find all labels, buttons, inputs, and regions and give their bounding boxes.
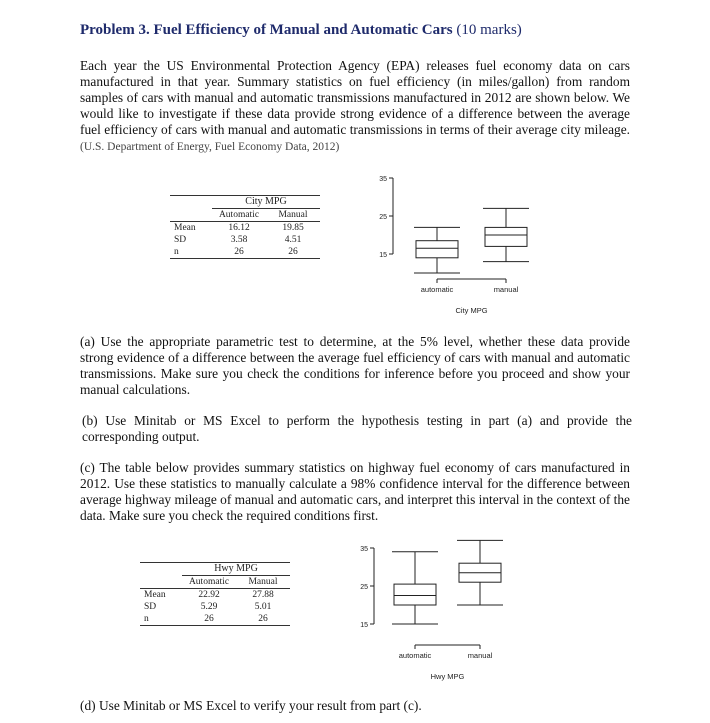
x-axis-label: City MPG bbox=[455, 306, 488, 315]
cell-manual: 5.01 bbox=[254, 602, 272, 612]
city-mpg-boxplot bbox=[350, 168, 570, 320]
part-d-paragraph bbox=[80, 698, 630, 714]
city-mpg-table bbox=[170, 195, 320, 259]
iqr-box bbox=[416, 241, 458, 258]
part-b-paragraph bbox=[82, 413, 632, 445]
box-manual bbox=[483, 208, 529, 261]
table-row bbox=[170, 222, 320, 235]
y-tick-label: 35 bbox=[360, 546, 368, 553]
x-tick-label: manual bbox=[467, 651, 493, 660]
hwy-table-corner bbox=[140, 563, 182, 576]
hwy-mpg-table bbox=[140, 562, 290, 626]
problem-title bbox=[80, 22, 522, 39]
hwy-table-header-row bbox=[140, 563, 290, 576]
part-c-text: (c) The table below provides summary statistics on highway fuel economy of cars manufactured in 2012. Use these statistics to manually calculate a 98% confidence interval for the difference between average highway mileage of manual and automatic cars, and interpret this interval in the context of the data. Make sure you check the required conditions first. bbox=[80, 460, 630, 523]
problem-marks: (10 marks) bbox=[456, 22, 522, 38]
x-tick-label: automatic bbox=[398, 651, 432, 660]
x-tick-label: manual bbox=[493, 285, 519, 294]
hwy-col-manual: Manual bbox=[236, 576, 290, 589]
cell-automatic: 5.29 bbox=[200, 602, 218, 612]
iqr-box bbox=[394, 584, 436, 605]
table-row bbox=[140, 589, 290, 602]
cell-automatic: 26 bbox=[182, 613, 236, 626]
x-tick-label: automatic bbox=[420, 285, 454, 294]
intro-paragraph bbox=[80, 58, 630, 155]
table-row bbox=[140, 613, 290, 626]
row-label: SD bbox=[144, 602, 157, 612]
part-a-text: (a) Use the appropriate parametric test to determine, at the 5% level, whether these data provide strong evidence of a difference between the average fuel efficiency of cars with manual and automatic transmissions. Make sure you check the conditions for inference before you proceed and show your manual calculations. bbox=[80, 334, 630, 397]
y-tick-label: 15 bbox=[379, 252, 387, 259]
intro-citation: (U.S. Department of Energy, Fuel Economy Data, 2012) bbox=[80, 141, 340, 153]
y-tick-label: 35 bbox=[379, 176, 387, 183]
part-b-text: (b) Use Minitab or MS Excel to perform the hypothesis testing in part (a) and provide the corresponding output. bbox=[82, 413, 632, 444]
table-row bbox=[170, 234, 320, 246]
city-table-corner bbox=[170, 196, 212, 209]
part-c-paragraph bbox=[80, 460, 630, 524]
hwy-mpg-boxplot bbox=[340, 538, 560, 684]
city-table-group-header: City MPG bbox=[212, 196, 320, 209]
cell-manual: 26 bbox=[266, 246, 320, 259]
table-row bbox=[170, 246, 320, 259]
iqr-box bbox=[485, 227, 527, 246]
city-col-manual: Manual bbox=[266, 209, 320, 222]
row-label: n bbox=[170, 246, 212, 259]
part-a-paragraph bbox=[80, 334, 630, 398]
cell-manual: 27.88 bbox=[252, 590, 274, 600]
cell-manual: 19.85 bbox=[282, 223, 304, 233]
cell-manual: 26 bbox=[236, 613, 290, 626]
box-automatic bbox=[392, 552, 438, 624]
table-row bbox=[140, 601, 290, 613]
row-label: Mean bbox=[174, 223, 196, 233]
hwy-col-automatic: Automatic bbox=[182, 576, 236, 589]
cell-manual: 4.51 bbox=[284, 235, 302, 245]
box-automatic bbox=[414, 227, 460, 273]
part-d-text: (d) Use Minitab or MS Excel to verify your result from part (c). bbox=[80, 698, 422, 713]
y-tick-label: 25 bbox=[379, 214, 387, 221]
hwy-table-subheader-row bbox=[140, 576, 290, 589]
cell-automatic: 22.92 bbox=[198, 590, 220, 600]
intro-text: Each year the US Environmental Protection Agency (EPA) releases fuel economy data on cars manufactured in that year. Summary statistics on fuel efficiency (in miles/gallon) from random samples of cars with manual and automatic transmissions manufactured in 2012 are shown below. We would like to investigate if these data provide strong evidence of a difference between the average fuel efficiency of cars with manual and automatic transmissions in terms of their average city mileage. bbox=[80, 58, 630, 137]
city-col-automatic: Automatic bbox=[212, 209, 266, 222]
cell-automatic: 26 bbox=[212, 246, 266, 259]
cell-automatic: 16.12 bbox=[228, 223, 250, 233]
box-manual bbox=[457, 540, 503, 605]
problem-title-text: Problem 3. Fuel Efficiency of Manual and Automatic Cars bbox=[80, 22, 453, 38]
row-label: n bbox=[140, 613, 182, 626]
x-axis-label: Hwy MPG bbox=[430, 672, 465, 681]
y-tick-label: 15 bbox=[360, 622, 368, 629]
hwy-table-group-header: Hwy MPG bbox=[182, 563, 290, 576]
y-tick-label: 25 bbox=[360, 584, 368, 591]
city-table-subheader-row bbox=[170, 209, 320, 222]
cell-automatic: 3.58 bbox=[230, 235, 248, 245]
city-table-header-row bbox=[170, 196, 320, 209]
row-label: Mean bbox=[144, 590, 166, 600]
row-label: SD bbox=[174, 235, 187, 245]
